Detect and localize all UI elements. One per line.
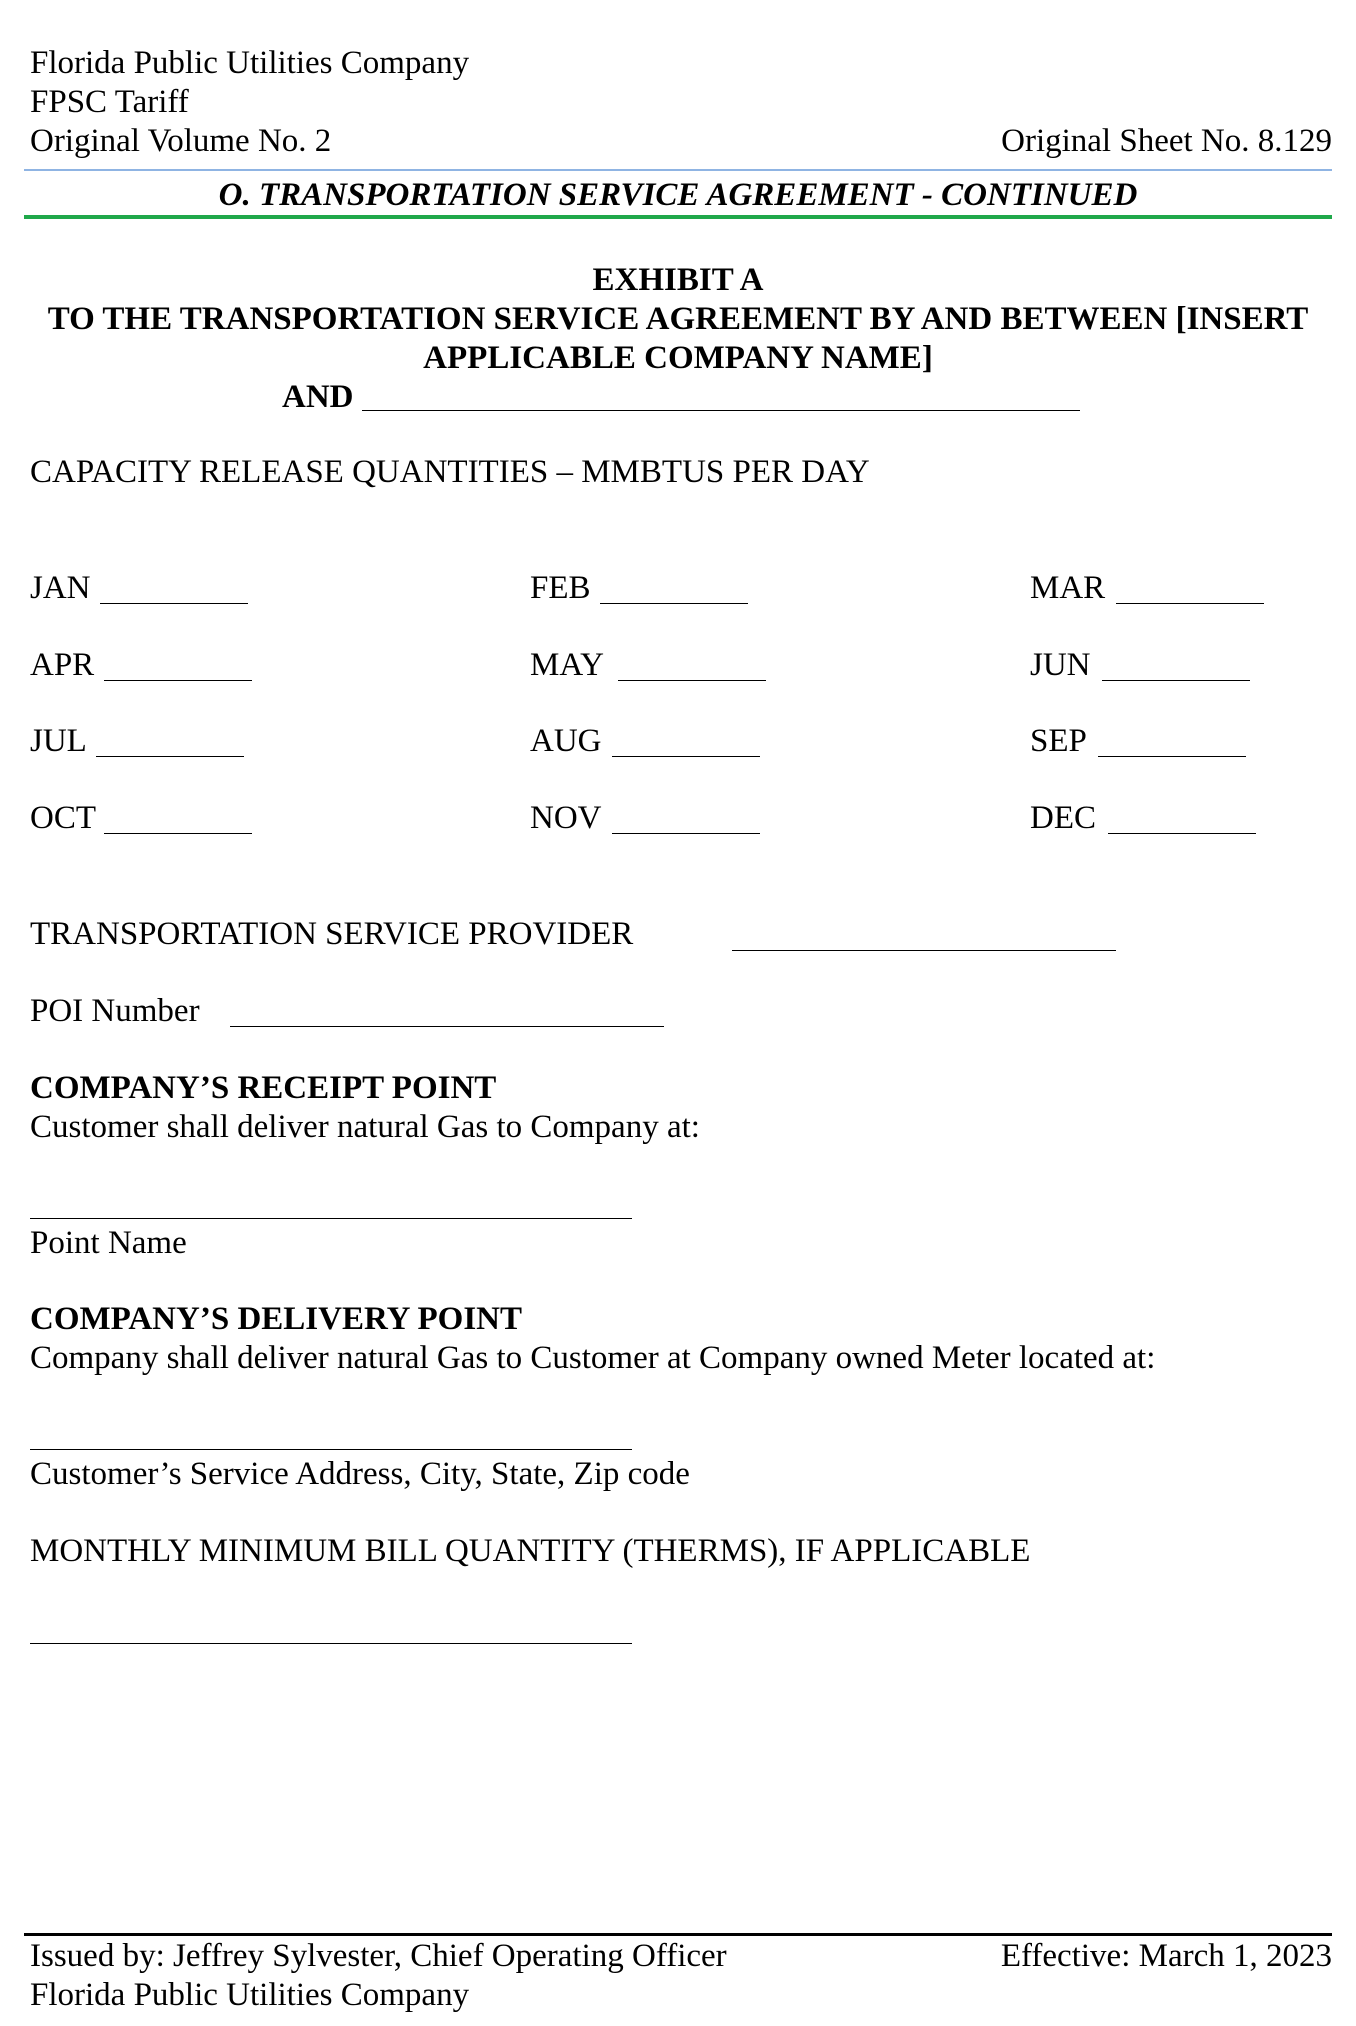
- month-label-jul: JUL: [30, 723, 87, 759]
- month-field-aug[interactable]: [612, 756, 760, 757]
- month-field-may[interactable]: [618, 680, 766, 681]
- header-sheet-number: Original Sheet No. 8.129: [1001, 123, 1332, 159]
- header-rule-top: [24, 169, 1332, 171]
- exhibit-party-name-field[interactable]: [362, 410, 1080, 411]
- month-label-may: MAY: [530, 647, 604, 683]
- month-field-oct[interactable]: [104, 833, 252, 834]
- footer-issued-by: Issued by: Jeffrey Sylvester, Chief Operating Officer: [30, 1938, 727, 1974]
- month-field-feb[interactable]: [600, 603, 748, 604]
- month-field-jun[interactable]: [1102, 680, 1250, 681]
- receipt-heading: COMPANY’S RECEIPT POINT: [30, 1070, 497, 1106]
- header-company: Florida Public Utilities Company: [30, 45, 470, 81]
- delivery-field-caption: Customer’s Service Address, City, State, Zip code: [30, 1456, 690, 1492]
- footer-effective-date: Effective: March 1, 2023: [1000, 1938, 1332, 1974]
- month-label-jun: JUN: [1030, 647, 1091, 683]
- month-label-jan: JAN: [30, 570, 91, 606]
- month-label-feb: FEB: [530, 570, 591, 606]
- capacity-heading: CAPACITY RELEASE QUANTITIES – MMBTUS PER DAY: [30, 454, 870, 490]
- delivery-text: Company shall deliver natural Gas to Customer at Company owned Meter located at:: [30, 1340, 1156, 1376]
- month-field-sep[interactable]: [1098, 756, 1246, 757]
- header-tariff: FPSC Tariff: [30, 84, 189, 120]
- exhibit-line-1: TO THE TRANSPORTATION SERVICE AGREEMENT BY AND BETWEEN [INSERT: [47, 301, 1309, 337]
- month-field-dec[interactable]: [1108, 833, 1256, 834]
- receipt-field-caption: Point Name: [30, 1225, 187, 1261]
- month-field-jul[interactable]: [96, 756, 244, 757]
- header-rule-bottom: [24, 215, 1332, 219]
- receipt-text: Customer shall deliver natural Gas to Company at:: [30, 1109, 700, 1145]
- footer-company: Florida Public Utilities Company: [30, 1977, 470, 2013]
- month-label-dec: DEC: [1030, 800, 1096, 836]
- month-field-apr[interactable]: [104, 680, 252, 681]
- month-label-oct: OCT: [30, 800, 96, 836]
- month-label-nov: NOV: [530, 800, 602, 836]
- month-field-jan[interactable]: [100, 603, 248, 604]
- minimum-bill-field[interactable]: [30, 1643, 632, 1644]
- poi-label: POI Number: [30, 993, 200, 1029]
- month-label-mar: MAR: [1030, 570, 1106, 606]
- delivery-heading: COMPANY’S DELIVERY POINT: [30, 1301, 523, 1337]
- month-label-apr: APR: [30, 647, 95, 683]
- footer-rule: [24, 1933, 1332, 1936]
- month-label-aug: AUG: [530, 723, 602, 759]
- exhibit-line-2: APPLICABLE COMPANY NAME]: [423, 340, 933, 376]
- provider-label: TRANSPORTATION SERVICE PROVIDER: [30, 916, 634, 952]
- month-field-mar[interactable]: [1116, 603, 1264, 604]
- section-title: O. TRANSPORTATION SERVICE AGREEMENT - CONTINUED: [218, 177, 1138, 213]
- minimum-bill-label: MONTHLY MINIMUM BILL QUANTITY (THERMS), IF APPLICABLE: [30, 1533, 1031, 1569]
- exhibit-title: EXHIBIT A: [592, 262, 764, 298]
- month-label-sep: SEP: [1030, 723, 1087, 759]
- receipt-point-name-field[interactable]: [30, 1218, 632, 1219]
- exhibit-and-label: AND: [282, 379, 354, 415]
- delivery-address-field[interactable]: [30, 1449, 632, 1450]
- month-field-nov[interactable]: [612, 833, 760, 834]
- poi-field[interactable]: [230, 1026, 664, 1027]
- header-volume: Original Volume No. 2: [30, 123, 332, 159]
- provider-field[interactable]: [732, 950, 1116, 951]
